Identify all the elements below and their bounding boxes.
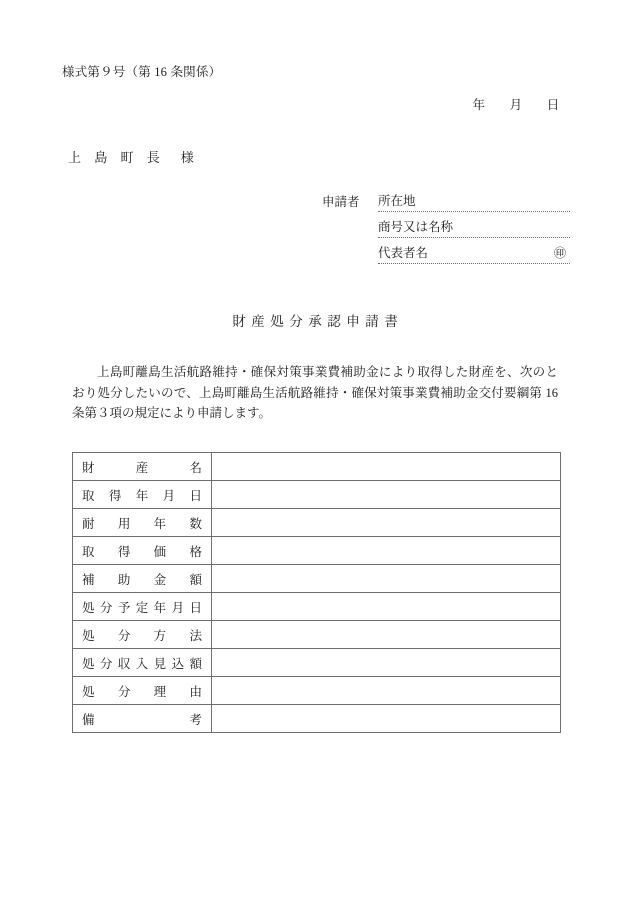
applicant-address-field[interactable] bbox=[378, 191, 570, 212]
table-row bbox=[73, 593, 561, 621]
applicant-representative-field[interactable] bbox=[378, 243, 570, 264]
applicant-row-tradename bbox=[322, 212, 570, 238]
table-row bbox=[73, 677, 561, 705]
applicant-representative-label: 代表者名 bbox=[378, 246, 429, 260]
applicant-tradename-field[interactable] bbox=[378, 217, 570, 238]
applicant-address-label: 所在地 bbox=[378, 194, 416, 208]
row-value-cell[interactable] bbox=[212, 565, 561, 593]
table-row bbox=[73, 565, 561, 593]
page-title: 財産処分承認申請書 bbox=[232, 314, 404, 329]
row-label-cell bbox=[73, 565, 212, 593]
table-body bbox=[73, 453, 561, 733]
row-value-cell[interactable] bbox=[212, 705, 561, 733]
day-label: 日 bbox=[546, 98, 560, 112]
row-label: 補助金額 bbox=[82, 572, 202, 587]
row-value-cell[interactable] bbox=[212, 537, 561, 565]
row-label-cell bbox=[73, 593, 212, 621]
addressee-name: 上 島 町 長 bbox=[68, 150, 165, 165]
row-value-cell[interactable] bbox=[212, 649, 561, 677]
seal-mark-icon: ㊞ bbox=[553, 246, 566, 260]
row-label: 取得価格 bbox=[82, 544, 202, 559]
table-row bbox=[73, 705, 561, 733]
table-row bbox=[73, 649, 561, 677]
table-row bbox=[73, 621, 561, 649]
applicant-tag-spacer-2 bbox=[322, 262, 378, 264]
row-label-cell bbox=[73, 453, 212, 481]
row-label: 処分予定年月日 bbox=[82, 600, 202, 615]
form-number: 様式第９号（第 16 条関係） bbox=[62, 65, 222, 79]
applicant-block bbox=[322, 186, 570, 264]
row-label: 備考 bbox=[82, 712, 202, 727]
applicant-tradename-label: 商号又は名称 bbox=[378, 220, 454, 234]
table-row bbox=[73, 481, 561, 509]
row-label: 取得年月日 bbox=[82, 488, 202, 503]
addressee bbox=[68, 147, 194, 166]
month-label: 月 bbox=[509, 98, 523, 112]
table-row bbox=[73, 509, 561, 537]
row-label-cell bbox=[73, 705, 212, 733]
row-label: 処分理由 bbox=[82, 684, 202, 699]
row-value-cell[interactable] bbox=[212, 509, 561, 537]
row-value-cell[interactable] bbox=[212, 677, 561, 705]
row-label: 処分収入見込額 bbox=[82, 656, 202, 671]
date-line bbox=[462, 95, 570, 113]
row-value-cell[interactable] bbox=[212, 453, 561, 481]
property-disposal-table bbox=[72, 452, 561, 733]
row-value-cell[interactable] bbox=[212, 593, 561, 621]
applicant-tag: 申請者 bbox=[322, 195, 360, 209]
table-row bbox=[73, 453, 561, 481]
applicant-row-address bbox=[322, 186, 570, 212]
row-label-cell bbox=[73, 677, 212, 705]
row-label: 財産名 bbox=[82, 460, 202, 475]
row-label-cell bbox=[73, 537, 212, 565]
row-label-cell bbox=[73, 621, 212, 649]
row-value-cell[interactable] bbox=[212, 481, 561, 509]
row-value-cell[interactable] bbox=[212, 621, 561, 649]
row-label-cell bbox=[73, 649, 212, 677]
row-label: 耐用年数 bbox=[82, 516, 202, 531]
body-paragraph: 上島町離島生活航路維持・確保対策事業費補助金により取得した財産を、次のとおり処分したいので、上島町離島生活航路維持・確保対策事業費補助金交付要綱第 16 条第３項の規定により申請します。 bbox=[72, 365, 558, 420]
row-label: 処分方法 bbox=[82, 628, 202, 643]
row-label-cell bbox=[73, 509, 212, 537]
addressee-honorific: 様 bbox=[180, 150, 194, 165]
year-label: 年 bbox=[472, 98, 485, 112]
table-row bbox=[73, 537, 561, 565]
row-label-cell bbox=[73, 481, 212, 509]
applicant-row-representative bbox=[322, 238, 570, 264]
applicant-tag-spacer bbox=[322, 236, 378, 238]
